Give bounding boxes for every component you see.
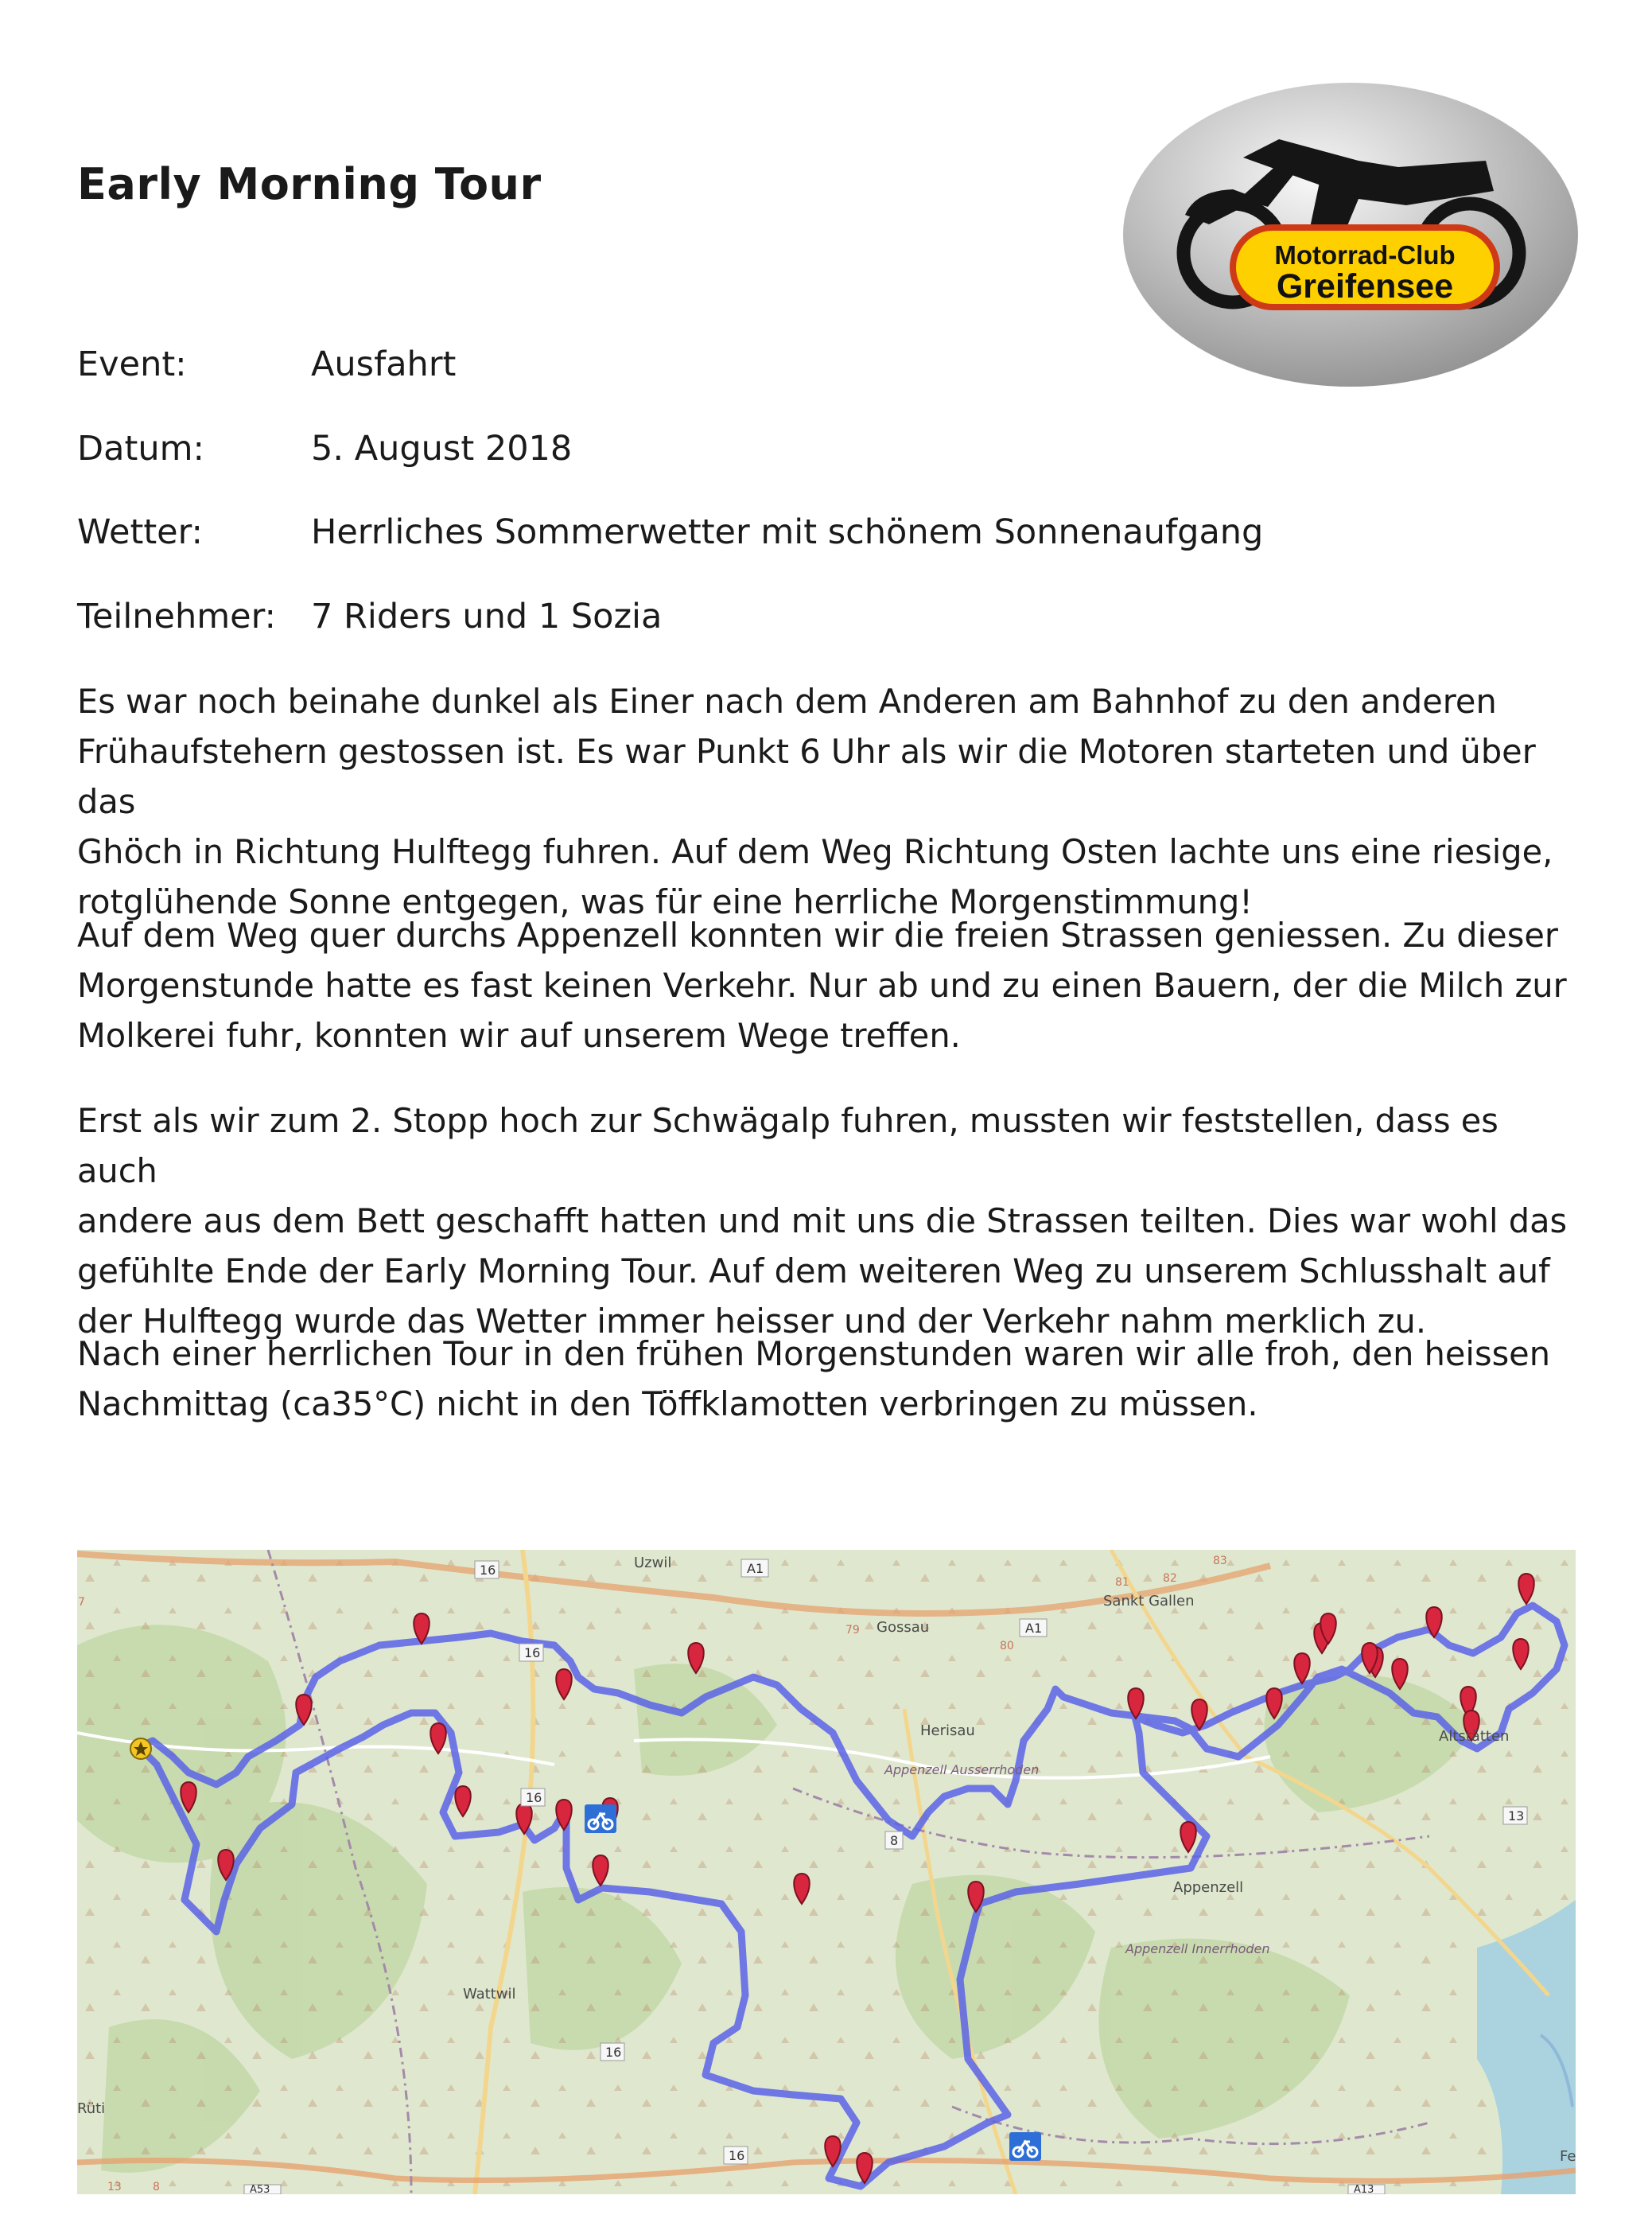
weather-value: Herrliches Sommerwetter mit schönem Sonnenaufgang [311,512,1264,552]
paragraph-3 [77,1096,1588,1346]
logo-text-2: Greifensee [1276,267,1454,306]
road-label-16-mid: 16 [524,1645,541,1660]
date-label: Datum: [77,429,204,469]
participants-value: 7 Riders und 1 Sozia [311,597,663,636]
road-label-16-wattwil: 16 [526,1790,542,1805]
event-label: Event: [77,344,187,384]
document-title: Early Morning Tour [77,159,542,209]
weather-label: Wetter: [77,512,204,552]
place-appenzell-ausserrhoden: Appenzell Ausserrhoden [884,1762,1040,1777]
place-gossau: Gossau [877,1619,930,1636]
paragraph-3-line-3: gefühlte Ende der Early Morning Tour. Auf dem weiteren Weg zu unserem Schlusshalt auf [77,1251,1550,1290]
road-label-16-south: 16 [605,2045,622,2060]
road-label-80: 80 [1000,1640,1014,1652]
road-label-a1-east: A1 [1025,1621,1043,1636]
paragraph-1-line-1: Es war noch beinahe dunkel als Einer nach dem Anderen am Bahnhof zu den anderen [77,682,1497,721]
route-map [77,1550,1576,2194]
paragraph-1-line-2: Frühaufstehern gestossen ist. Es war Punkt 6 Uhr als wir die Motoren starteten und über das [77,732,1536,821]
logo-text-1: Motorrad-Club [1274,240,1456,270]
road-label-13-sw: 13 [107,2181,122,2193]
road-label-16-north: 16 [480,1563,496,1578]
road-label-82: 82 [1163,1572,1177,1585]
motorcycle-parking-icon [585,1804,616,1833]
event-value: Ausfahrt [311,344,457,384]
road-label-81: 81 [1115,1576,1129,1589]
paragraph-3-line-1: Erst als wir zum 2. Stopp hoch zur Schwägalp fuhren, mussten wir feststellen, dass es auch [77,1101,1498,1190]
road-label-8-sw: 8 [153,2181,160,2193]
paragraph-2-line-3: Molkerei fuhr, konnten wir auf unserem Wege treffen. [77,1016,961,1055]
place-fe: Fe [1560,2148,1576,2165]
place-appenzell: Appenzell [1173,1879,1244,1896]
motorcycle-parking-icon [1009,2132,1041,2161]
paragraph-1-line-4: rotglühende Sonne entgegen, was für eine herrliche Morgenstimmung! [77,882,1253,921]
paragraph-2-line-2: Morgenstunde hatte es fast keinen Verkehr. Nur ab und zu einen Bauern, der die Milch zur [77,966,1567,1005]
road-label-83: 83 [1213,1555,1227,1567]
place-appenzell-innerrhoden: Appenzell Innerrhoden [1125,1941,1270,1956]
paragraph-4-line-2: Nachmittag (ca35°C) nicht in den Töffklamotten verbringen zu müssen. [77,1384,1258,1423]
date-value: 5. August 2018 [311,429,573,469]
paragraph-3-line-4: der Hulftegg wurde das Wetter immer heisser und der Verkehr nahm merklich zu. [77,1302,1427,1341]
road-label-8: 8 [890,1833,899,1848]
paragraph-1 [77,676,1588,927]
club-logo [1120,80,1581,390]
place-wattwil: Wattwil [463,1986,516,2003]
place-sankt-gallen: Sankt Gallen [1103,1593,1195,1609]
place-uzwil: Uzwil [634,1555,672,1571]
start-star-icon [130,1738,151,1759]
place-altstatten: Altstätten [1439,1728,1510,1745]
paragraph-1-line-3: Ghöch in Richtung Hulftegg fuhren. Auf dem Weg Richtung Osten lachte uns eine riesige, [77,832,1553,871]
paragraph-4-line-1: Nach einer herrlichen Tour in den frühen Morgenstunden waren wir alle froh, den heissen [77,1334,1551,1373]
paragraph-2 [77,910,1588,1061]
paragraph-4 [77,1329,1588,1429]
paragraph-2-line-1: Auf dem Weg quer durchs Appenzell konnten wir die freien Strassen geniessen. Zu dieser [77,916,1558,955]
participants-label: Teilnehmer: [77,597,277,636]
road-label-79: 79 [845,1624,860,1637]
road-label-16-bottom: 16 [729,2148,745,2163]
place-herisau: Herisau [920,1722,975,1739]
road-label-7: 7 [78,1596,85,1609]
road-label-a13: A13 [1354,2184,1374,2194]
road-label-a53: A53 [250,2184,270,2194]
place-ruti: Rüti [77,2100,106,2117]
road-label-a1-west: A1 [747,1561,764,1576]
road-label-13: 13 [1508,1808,1525,1823]
paragraph-3-line-2: andere aus dem Bett geschafft hatten und mit uns die Strassen teilten. Dies war wohl das [77,1201,1568,1240]
